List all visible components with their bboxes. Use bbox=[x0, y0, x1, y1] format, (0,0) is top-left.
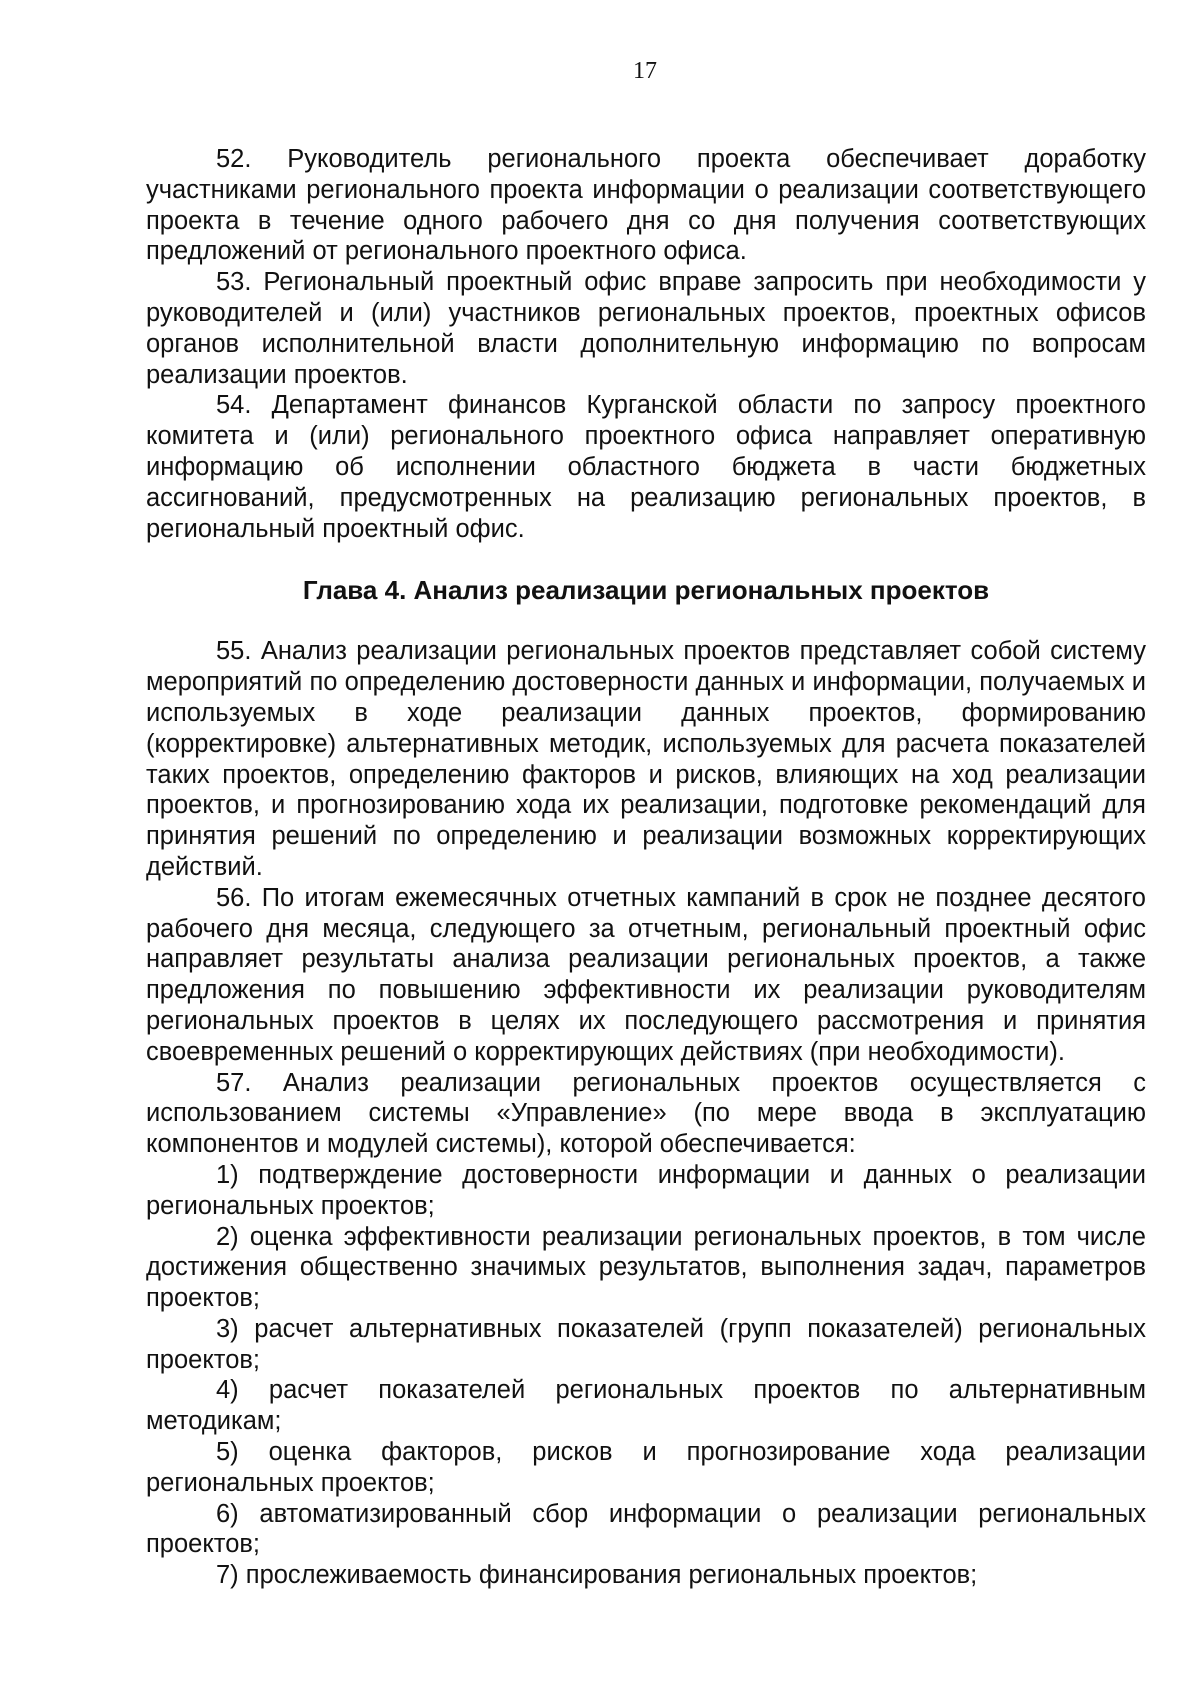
list-item-1: 1) подтверждение достоверности информации и данных о реализации региональных проектов; bbox=[146, 1160, 1146, 1220]
paragraph-52: 52. Руководитель регионального проекта обеспечивает доработку участниками регионального проекта информации о реализации соответствующего проекта в течение одного рабочего дня со дня получения соответствующих предложений от регионального проектного офиса. bbox=[146, 145, 1146, 266]
list-item-7: 7) прослеживаемость финансирования региональных проектов; bbox=[216, 1561, 978, 1590]
list-item-2: 2) оценка эффективности реализации региональных проектов, в том числе достижения общественно значимых результатов, выполнения задач, параметров проектов; bbox=[146, 1222, 1146, 1313]
list-item-5: 5) оценка факторов, рисков и прогнозирование хода реализации региональных проектов; bbox=[146, 1438, 1146, 1497]
paragraph-53: 53. Региональный проектный офис вправе запросить при необходимости у руководителей и (или) участников региональных проектов, проектных офисов органов исполнительной власти дополнительную информацию по вопросам реализации проектов. bbox=[146, 268, 1146, 389]
page-number: 17 bbox=[633, 58, 657, 84]
list-item-4: 4) расчет показателей региональных проектов по альтернативным методикам; bbox=[146, 1376, 1146, 1436]
paragraph-54: 54. Департамент финансов Курганской области по запросу проектного комитета и (или) регионального проектного офиса направляет оперативную информацию об исполнении областного бюджета в части бюджетных ассигнований, предусмотренных на реализацию региональных проектов, в региональный проектный офис. bbox=[146, 391, 1146, 543]
paragraph-55: 55. Анализ реализации региональных проектов представляет собой систему мероприятий по определению достоверности данных и информации, получаемых и используемых в ходе реализации данных проектов, формированию (корректировке) альтернативных методик, используемых для расчета показателей таких проектов, определению факторов и рисков, влияющих на ход реализации проектов, и прогнозированию хода их реализации, подготовке рекомендаций для принятия решений по определению и реализации возможных корректирующих действий. bbox=[146, 637, 1146, 881]
paragraph-57: 57. Анализ реализации региональных проектов осуществляется с использованием системы «Управление» (по мере ввода в эксплуатацию компонентов и модулей системы), которой обеспечивается: bbox=[146, 1068, 1146, 1159]
list-item-6: 6) автоматизированный сбор информации о реализации региональных проектов; bbox=[146, 1499, 1146, 1559]
document-body bbox=[146, 144, 1146, 1591]
chapter-title: Глава 4. Анализ реализации региональных проектов bbox=[302, 575, 990, 606]
paragraph-56: 56. По итогам ежемесячных отчетных кампаний в срок не позднее десятого рабочего дня месяца, следующего за отчетным, региональный проектный офис направляет результаты анализа реализации региональных проектов, а также предложения по повышению эффективности их реализации руководителям региональных проектов в целях их последующего рассмотрения и принятия своевременных решений о корректирующих действиях (при необходимости). bbox=[146, 883, 1146, 1066]
list-item-3: 3) расчет альтернативных показателей (групп показателей) региональных проектов; bbox=[146, 1314, 1146, 1374]
